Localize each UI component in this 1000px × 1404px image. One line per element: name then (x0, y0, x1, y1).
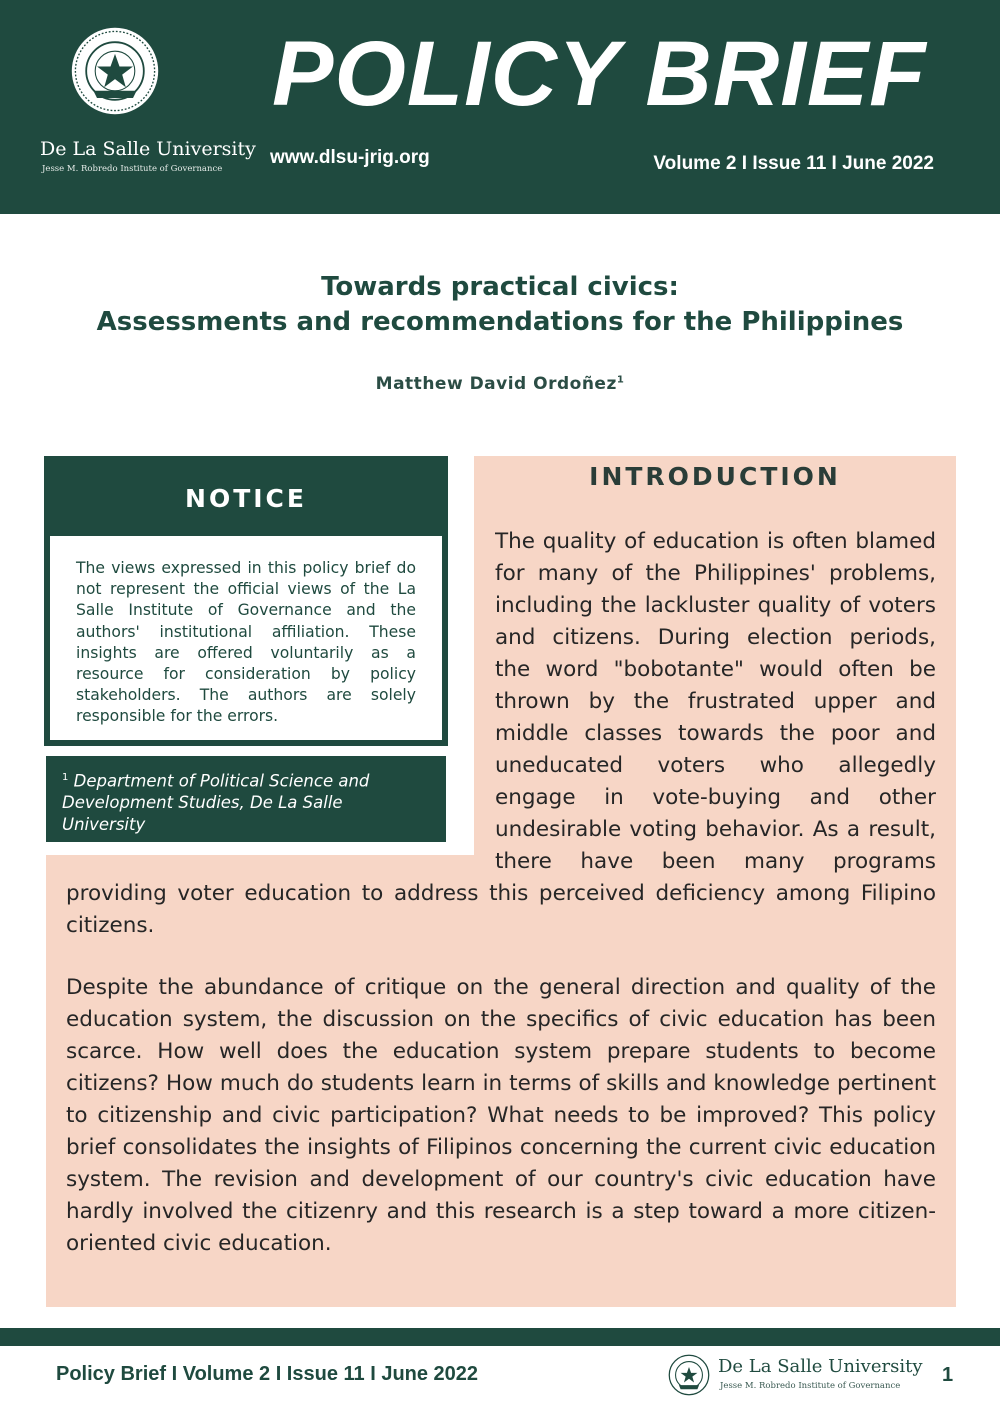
intro-line: citizens. (66, 913, 155, 938)
notice-body (50, 536, 442, 740)
website-link[interactable]: www.dlsu-jrig.org (270, 147, 430, 168)
header-banner (0, 0, 1000, 214)
intro-line: providing voter education to address this perceived deficiency among Filipino (66, 881, 936, 906)
intro-line: undesirable voting behavior. As a result, (495, 817, 936, 842)
introduction-heading: INTRODUCTION (589, 462, 841, 491)
intro-paragraph-2: Despite the abundance of critique on the general direction and quality of the education system, the discussion on the specifics of civic education has been scarce. How well does the education system prepare students to become citizens? How much do students learn in terms of skills and knowledge pertinent to citizenship and civic participation? What needs to be improved? This policy brief consolidates the insights of Filipinos concerning the current civic education system. The revision and development of our country's civic education have hardly involved the citizenry and this research is a step toward a more citizen-oriented civic education. (66, 975, 936, 1256)
intro-line: and citizens. During election periods, (495, 625, 936, 650)
policy-brief-title: POLICY BRIEF (272, 23, 927, 125)
intro-line: middle classes towards the poor and (495, 721, 936, 746)
intro-line: uneducated voters who allegedly (495, 753, 936, 778)
author-text: Matthew David Ordoñez (375, 374, 617, 394)
intro-line: thrown by the frustrated upper and (495, 689, 936, 714)
affiliation-text: Department of Political Science and Development Studies, De La Salle University (62, 771, 370, 834)
university-seal-icon (70, 26, 160, 116)
intro-line: there have been many programs (495, 849, 936, 874)
notice-box (44, 456, 448, 746)
page-number: 1 (942, 1364, 954, 1386)
intro-line: engage in vote-buying and other (495, 785, 936, 810)
footer-institute: Jesse M. Robredo Institute of Governance (720, 1381, 901, 1391)
footer-seal-icon (668, 1354, 710, 1396)
title-line-2: Assessments and recommendations for the Philippines (96, 307, 904, 337)
institute-name: Jesse M. Robredo Institute of Governance (42, 164, 223, 174)
volume-info: Volume 2 I Issue 11 I June 2022 (653, 153, 934, 174)
intro-line: The quality of education is often blamed (495, 529, 936, 554)
document-title (0, 270, 1000, 340)
institution-name: De La Salle University (40, 138, 256, 160)
footer-institution: De La Salle University (718, 1356, 923, 1377)
footer-bar (0, 1328, 1000, 1346)
author-name (0, 374, 1000, 394)
notice-text: The views expressed in this policy brief do not represent the official views of the La Salle Institute of Governance and the authors' institutional affiliation. These insights are offered voluntarily as a resource for consideration by policy stakeholders. The authors are solely responsible for the errors. (76, 559, 416, 726)
intro-line: for many of the Philippines' problems, (495, 561, 936, 586)
intro-line: including the lackluster quality of voters (495, 593, 936, 618)
intro-line: the word "bobotante" would often be (495, 657, 936, 682)
affiliation-footnote (46, 756, 446, 842)
title-line-1: Towards practical civics: (321, 272, 679, 302)
footer-issue-info: Policy Brief I Volume 2 I Issue 11 I June 2022 (56, 1363, 479, 1385)
notice-heading: NOTICE (185, 484, 307, 513)
affiliation-marker: 1 (62, 772, 69, 783)
author-footnote-marker: 1 (616, 374, 625, 386)
